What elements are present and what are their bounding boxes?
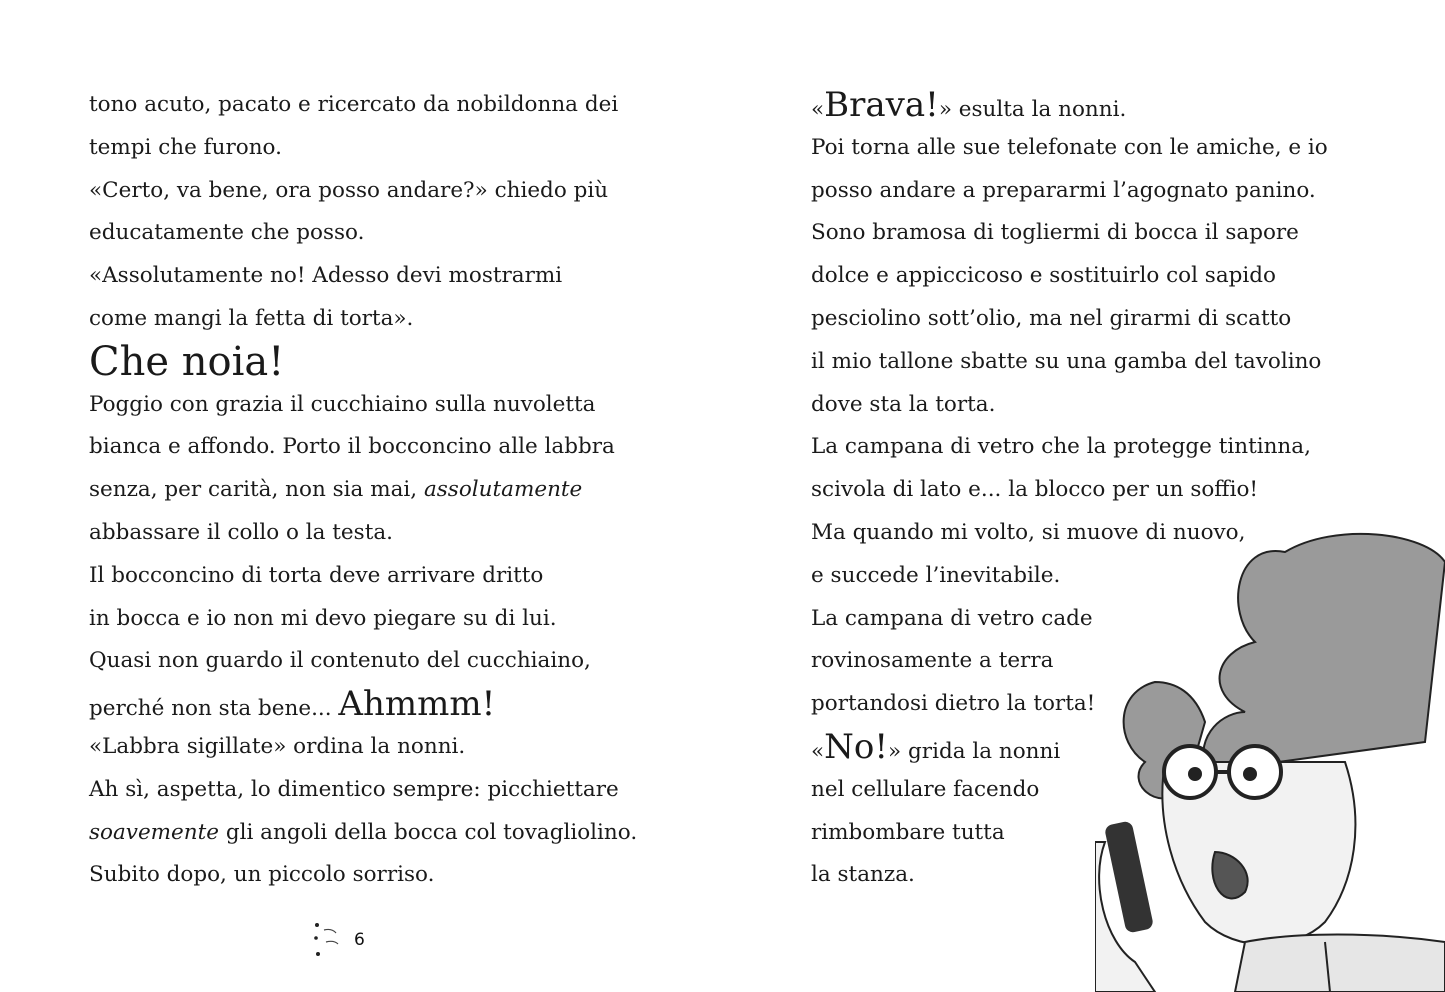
text-line bbox=[811, 84, 1431, 127]
emphasis-exclamation: No! bbox=[824, 726, 889, 767]
text-line: Il bocconcino di torta deve arrivare dritto bbox=[89, 562, 544, 588]
text-line bbox=[89, 683, 689, 726]
text-line: e succede l’inevitabile. bbox=[811, 562, 1061, 588]
line-fragment: » grida la nonni bbox=[888, 738, 1061, 764]
line-fragment: « bbox=[811, 97, 825, 122]
text-line bbox=[89, 812, 689, 855]
decorative-dots-icon bbox=[312, 920, 342, 960]
text-line: nel cellulare facendo bbox=[811, 776, 1040, 802]
text-line: la stanza. bbox=[811, 862, 915, 888]
text-line: «Assolutamente no! Adesso devi mostrarmi bbox=[89, 263, 563, 289]
text-line: La campana di vetro che la protegge tintinna, bbox=[811, 434, 1311, 460]
text-line bbox=[89, 469, 689, 512]
text-line: Subito dopo, un piccolo sorriso. bbox=[89, 862, 435, 888]
text-line: Quasi non guardo il contenuto del cucchiaino, bbox=[89, 648, 591, 674]
italic-word: soavemente bbox=[89, 819, 219, 845]
text-line: dolce e appiccicoso e sostituirlo col sapido bbox=[811, 263, 1276, 289]
text-line: rimbombare tutta bbox=[811, 819, 1005, 845]
emphasis-exclamation: Ahmmm! bbox=[338, 684, 496, 725]
page-folio bbox=[312, 920, 365, 960]
text-line: tempi che furono. bbox=[89, 134, 282, 160]
page-number: 6 bbox=[354, 930, 365, 950]
line-fragment: senza, per carità, non sia mai, bbox=[89, 477, 424, 503]
line-fragment: » esulta la nonni. bbox=[938, 97, 1127, 122]
text-line: posso andare a prepararmi l’agognato panino. bbox=[811, 177, 1316, 203]
text-line: La campana di vetro cade bbox=[811, 605, 1093, 631]
text-line: Poi torna alle sue telefonate con le amiche, e io bbox=[811, 134, 1328, 160]
line-fragment: gli angoli della bocca col tovagliolino. bbox=[219, 819, 638, 845]
grandmother-on-phone-illustration bbox=[1095, 522, 1445, 992]
heading-exclamation: Che noia! bbox=[89, 338, 285, 385]
text-line: Ma quando mi volto, si muove di nuovo, bbox=[811, 519, 1246, 545]
text-line: Poggio con grazia il cucchiaino sulla nuvoletta bbox=[89, 391, 596, 417]
text-line: educatamente che posso. bbox=[89, 220, 365, 246]
text-line: il mio tallone sbatte su una gamba del tavolino bbox=[811, 348, 1322, 374]
emphasis-exclamation: Brava! bbox=[824, 85, 939, 125]
text-line: bianca e affondo. Porto il bocconcino alle labbra bbox=[89, 434, 615, 460]
line-fragment: « bbox=[811, 738, 825, 764]
text-line: scivola di lato e... la blocco per un soffio! bbox=[811, 477, 1259, 503]
text-line: portandosi dietro la torta! bbox=[811, 691, 1096, 717]
line-fragment: perché non sta bene... bbox=[89, 696, 339, 722]
text-line: «Certo, va bene, ora posso andare?» chiedo più bbox=[89, 177, 609, 203]
text-line: dove sta la torta. bbox=[811, 391, 996, 417]
text-line: Ah sì, aspetta, lo dimentico sempre: picchiettare bbox=[89, 776, 619, 802]
text-line: come mangi la fetta di torta». bbox=[89, 305, 414, 331]
text-line: pesciolino sott’olio, ma nel girarmi di scatto bbox=[811, 305, 1292, 331]
text-line: tono acuto, pacato e ricercato da nobildonna dei bbox=[89, 92, 619, 117]
text-line: abbassare il collo o la testa. bbox=[89, 519, 393, 545]
italic-word: assolutamente bbox=[423, 477, 583, 503]
text-line: Sono bramosa di togliermi di bocca il sapore bbox=[811, 220, 1299, 246]
text-line: in bocca e io non mi devo piegare su di lui. bbox=[89, 605, 557, 631]
text-line: «Labbra sigillate» ordina la nonni. bbox=[89, 733, 466, 759]
text-line: rovinosamente a terra bbox=[811, 648, 1054, 674]
left-page-text bbox=[89, 84, 689, 897]
